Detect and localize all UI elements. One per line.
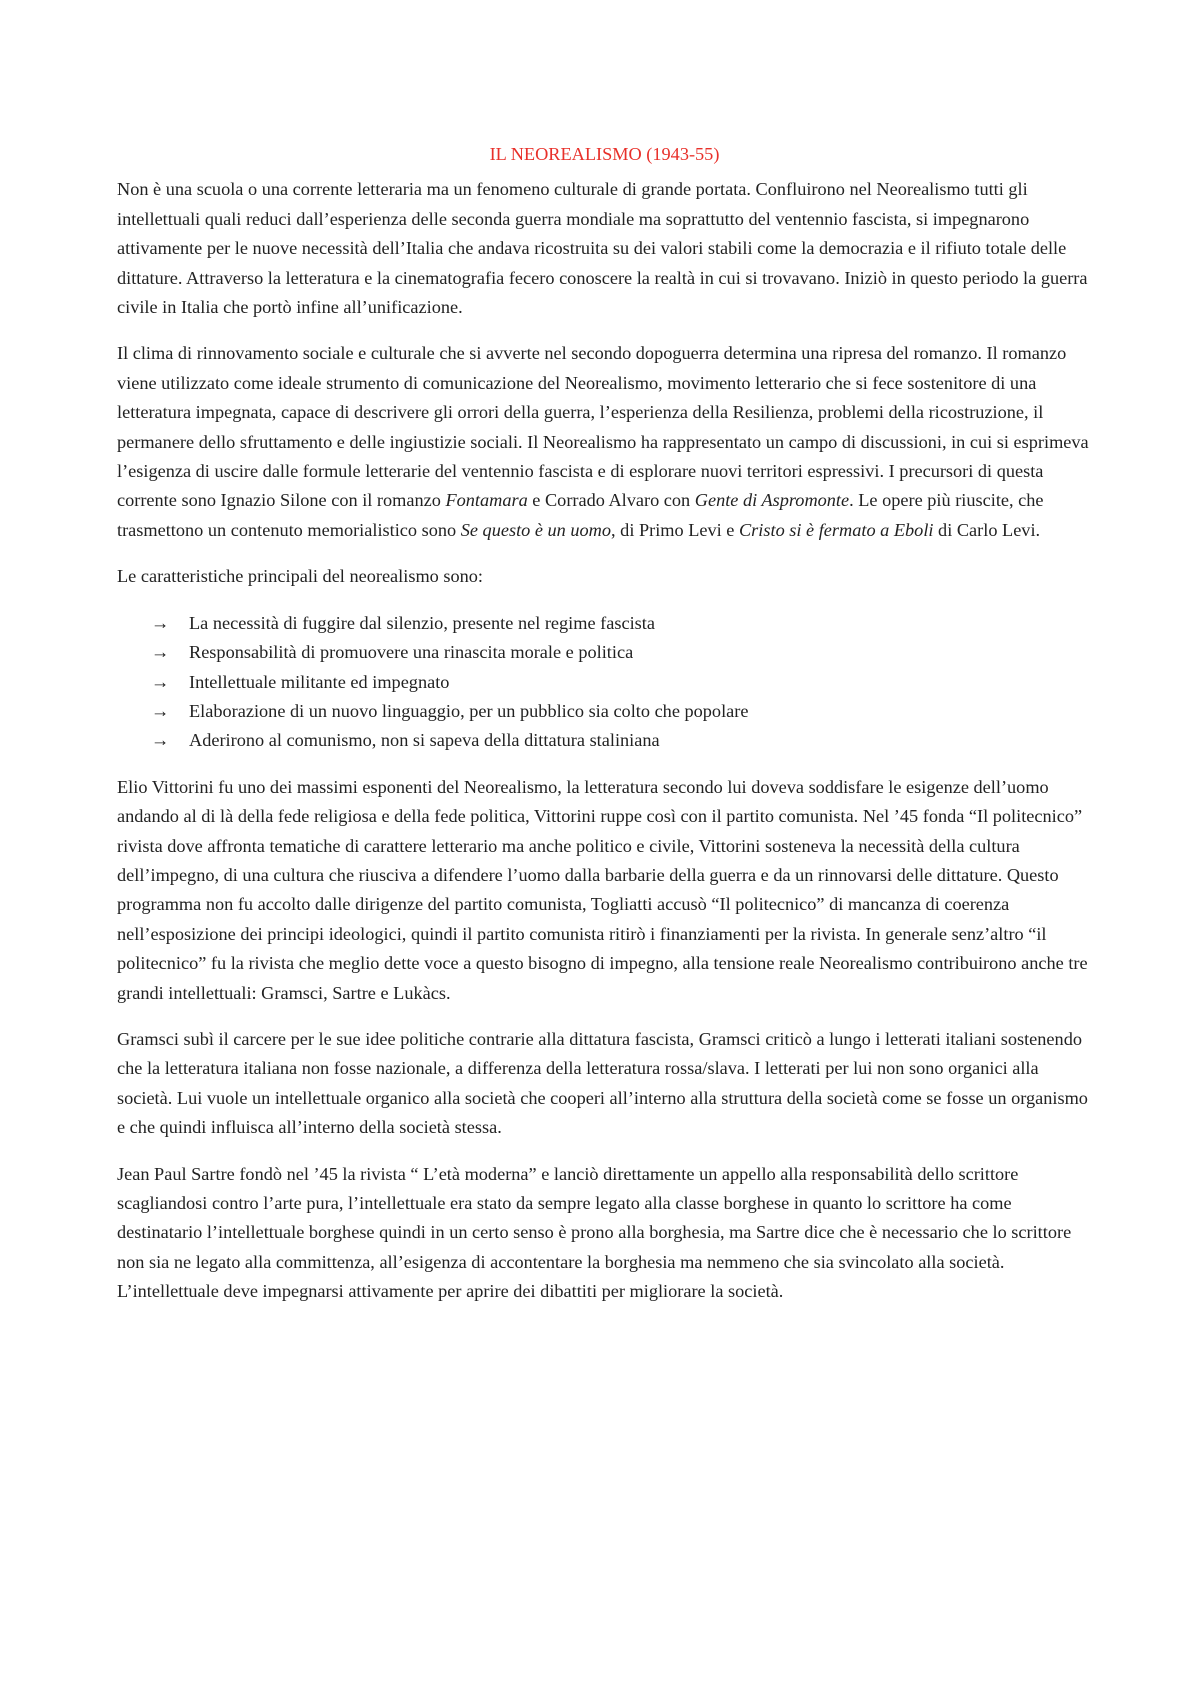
features-list <box>117 609 1092 756</box>
list-item <box>151 609 1092 638</box>
list-item-text: Aderirono al comunismo, non si sapeva della dittatura staliniana <box>189 730 660 751</box>
text-run: , di Primo Levi e <box>611 519 739 540</box>
arrow-right-icon: → <box>151 612 170 633</box>
list-item <box>151 638 1092 667</box>
list-item-text: La necessità di fuggire dal silenzio, presente nel regime fascista <box>189 612 655 633</box>
text-run: di Carlo Levi. <box>933 519 1041 540</box>
list-intro: Le caratteristiche principali del neorealismo sono: <box>117 566 483 587</box>
text-run: Il clima di rinnovamento sociale e culturale che si avverte nel secondo dopoguerra determina una ripresa del romanzo. Il romanzo viene utilizzato come ideale strumento di comunicazione del Neorealismo, movimento letterario che si fece sostenitore di una letteratura impegnata, capace di descrivere gli orrori della guerra, l’esperienza della Resilienza, problemi della ricostruzione, il permanere dello sfruttamento e delle ingiustizie sociali. Il Neorealismo ha rappresentato un campo di discussioni, in cui si esprimeva l’esigenza di uscire dalle formule letterarie del ventennio fascista e di esplorare nuovi territori espressivi. I precursori di questa corrente sono Ignazio Silone con il romanzo <box>117 343 1089 511</box>
arrow-right-icon: → <box>151 642 170 663</box>
list-item <box>151 697 1092 726</box>
paragraph-romanzo <box>117 339 1092 545</box>
paragraph-intro: Non è una scuola o una corrente letteraria ma un fenomeno culturale di grande portata. Confluirono nel Neorealismo tutti gli intellettuali quali reduci dall’esperienza delle seconda guerra mondiale ma soprattutto del ventennio fascista, si impegnarono attivamente per le nuove necessità dell’Italia che andava ricostruita su dei valori stabili come la democrazia e il rifiuto totale delle dittature. Attraverso la letteratura e la cinematografia fecero conoscere la realtà in cui si trovavano. Iniziò in questo periodo la guerra civile in Italia che portò infine all’unificazione. <box>117 179 1088 318</box>
work-title-gente-di-aspromonte: Gente di Aspromonte <box>694 490 850 511</box>
work-title-fontamara: Fontamara <box>445 490 528 511</box>
list-item-text: Intellettuale militante ed impegnato <box>189 671 450 692</box>
document-page <box>117 140 1092 1324</box>
arrow-right-icon: → <box>151 671 170 692</box>
work-title-se-questo-e-un-uomo: Se questo è un uomo <box>460 519 612 540</box>
arrow-right-icon: → <box>151 730 170 751</box>
list-item <box>151 668 1092 697</box>
paragraph-sartre: Jean Paul Sartre fondò nel ’45 la rivista “ L’età moderna” e lanciò direttamente un appello alla responsabilità dello scrittore scagliandosi contro l’arte pura, l’intellettuale era stato da sempre legato alla classe borghese in quanto lo scrittore ha come destinatario l’intellettuale borghese quindi in un certo senso è prono alla borghesia, ma Sartre dice che è necessario che lo scrittore non sia ne legato alla committenza, all’esigenza di accontentare la borghesia ma nemmeno che sia svincolato alla società. L’intellettuale deve impegnarsi attivamente per aprire dei dibattiti per migliorare la società. <box>117 1163 1072 1302</box>
text-run: . Le opere più riuscite, che trasmettono un contenuto memorialistico sono <box>117 490 1044 540</box>
list-item <box>151 726 1092 755</box>
list-item-text: Responsabilità di promuovere una rinascita morale e politica <box>189 642 634 663</box>
arrow-right-icon: → <box>151 700 170 721</box>
text-run: e Corrado Alvaro con <box>527 490 695 511</box>
paragraph-gramsci: Gramsci subì il carcere per le sue idee politiche contrarie alla dittatura fascista, Gramsci criticò a lungo i letterati italiani sostenendo che la letteratura italiana non fosse nazionale, a differenza della letteratura rossa/slava. I letterati per lui non sono organici alla società. Lui vuole un intellettuale organico alla società che cooperi all’interno alla struttura della società come se fosse un organismo e che quindi influisca all’interno della società stessa. <box>117 1028 1088 1138</box>
list-item-text: Elaborazione di un nuovo linguaggio, per un pubblico sia colto che popolare <box>189 700 749 721</box>
document-title: IL NEOREALISMO (1943-55) <box>489 144 720 164</box>
paragraph-vittorini: Elio Vittorini fu uno dei massimi esponenti del Neorealismo, la letteratura secondo lui doveva soddisfare le esigenze dell’uomo andando al di là della fede religiosa e della fede politica, Vittorini ruppe così con il partito comunista. Nel ’45 fonda “Il politecnico” rivista dove affronta tematiche di carattere letterario ma anche politico e civile, Vittorini sosteneva la necessità della cultura dell’impegno, di una cultura che riusciva a difendere l’uomo dalla barbarie della guerra e da un rinnovarsi delle dittature. Questo programma non fu accolto dalle dirigenze del partito comunista, Togliatti accusò “Il politecnico” di mancanza di coerenza nell’esposizione dei principi ideologici, quindi il partito comunista ritirò i finanziamenti per la rivista. In generale senz’altro “il politecnico” fu la rivista che meglio dette voce a questo bisogno di impegno, alla tensione reale Neorealismo contribuirono anche tre grandi intellettuali: Gramsci, Sartre e Lukàcs. <box>117 776 1088 1003</box>
work-title-cristo-si-e-fermato-a-eboli: Cristo si è fermato a Eboli <box>738 519 934 540</box>
